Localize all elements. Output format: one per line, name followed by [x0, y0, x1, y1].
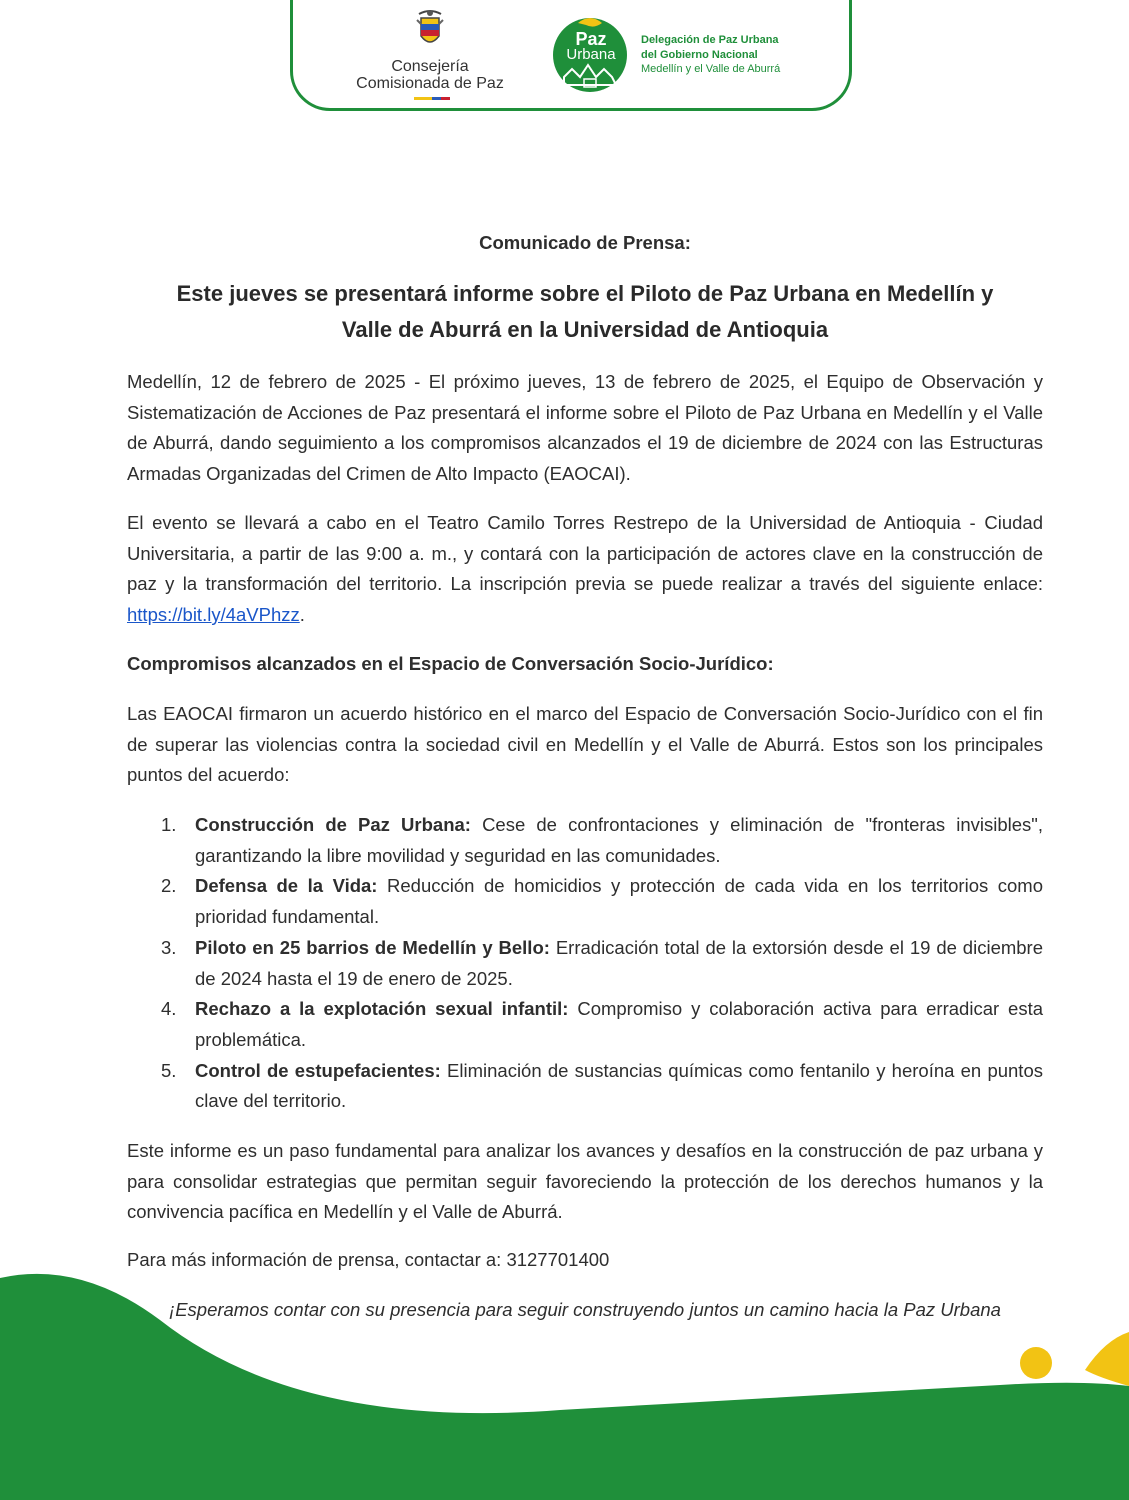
badge-line1: Paz — [575, 29, 607, 49]
delegacion-text — [641, 33, 831, 77]
paz-urbana-badge-text — [560, 31, 622, 63]
list-item-number: 2. — [161, 875, 177, 897]
paragraph-event — [127, 508, 1043, 631]
paragraph-event-text: El evento se llevará a cabo en el Teatro Camilo Torres Restrepo de la Universidad de Antioquia - Ciudad Universitaria, a partir de las 9:00 a. m., y contará con la participación de actores clave en la construcción de paz y la transformación del territorio. La inscripción previa se puede realizar a través del siguiente enlace: — [127, 512, 1043, 595]
contact-line: Para más información de prensa, contactar a: 3127701400 — [127, 1249, 610, 1270]
list-item-number: 5. — [161, 1059, 177, 1081]
list-item-title: Control de estupefacientes: — [195, 1059, 441, 1081]
list-item-number: 4. — [161, 998, 177, 1020]
list-item — [127, 871, 1043, 932]
list-item — [127, 810, 1043, 871]
yellow-dot-icon — [1020, 1347, 1052, 1379]
list-item — [127, 1056, 1043, 1117]
paragraph-event-end: . — [299, 604, 305, 626]
closing-message: ¡Esperamos contar con su presencia para seguir construyendo juntos un camino hacia la Paz Urbana — [169, 1299, 1001, 1320]
list-item-text: Compromiso y colaboración activa para erradicar esta problemática. — [195, 998, 1043, 1050]
list-item-text: Cese de confrontaciones y eliminación de "fronteras invisibles", garantizando la libre movilidad y seguridad en las comunidades. — [195, 814, 1043, 866]
delegacion-line3: Medellín y el Valle de Aburrá — [641, 63, 781, 75]
list-item — [127, 994, 1043, 1055]
list-item-text: Erradicación total de la extorsión desde el 19 de diciembre de 2024 hasta el 19 de enero de 2025. — [195, 936, 1044, 989]
list-item-text: Reducción de homicidios y protección de cada vida en los territorios como prioridad fundamental. — [195, 875, 1044, 928]
list-item-title: Defensa de la Vida: — [195, 875, 378, 897]
flag-bar — [414, 97, 450, 100]
list-item-title: Rechazo a la explotación sexual infantil: — [195, 998, 569, 1020]
list-item-title: Construcción de Paz Urbana: — [195, 814, 471, 835]
headline — [127, 276, 1043, 348]
list-item-number: 3. — [161, 936, 177, 958]
consejeria-line2: Comisionada de Paz — [356, 75, 504, 92]
delegacion-line1: Delegación de Paz Urbana — [641, 34, 779, 46]
commitments-list — [127, 810, 1043, 1117]
delegacion-line2: del Gobierno Nacional — [641, 48, 758, 61]
paragraph-conclusion: Este informe es un paso fundamental para analizar los avances y desafíos en la construcción de paz urbana y para consolidar estrategias que permitan seguir favoreciendo la protección de los derechos humanos y la convivencia pacífica en Medellín y el Valle de Aburrá. — [127, 1140, 1043, 1223]
kicker: Comunicado de Prensa: — [479, 232, 691, 253]
headline-line2: Valle de Aburrá en la Universidad de Antioquia — [341, 317, 829, 342]
consejeria-line1: Consejería — [391, 58, 469, 75]
list-item-title: Piloto en 25 barrios de Medellín y Bello: — [195, 936, 550, 958]
list-item-number: 1. — [161, 814, 177, 835]
registration-link[interactable]: https://bit.ly/4aVPhzz — [127, 604, 300, 626]
consejeria-text — [345, 58, 515, 92]
paragraph-intro: Medellín, 12 de febrero de 2025 - El próximo jueves, 13 de febrero de 2025, el Equipo de Observación y Sistematización de Acciones de Paz presentará el informe sobre el Piloto de Paz Urbana en Medellín y el Valle de Aburrá, dando seguimiento a los compromisos alcanzados el 19 de diciembre de 2024 con las Estructuras Armadas Organizadas del Crimen de Alto Impacto (EAOCAI). — [127, 371, 1043, 485]
coat-of-arms-icon — [415, 8, 445, 52]
paragraph-agreement: Las EAOCAI firmaron un acuerdo histórico en el marco del Espacio de Conversación Socio-Jurídico con el fin de superar las violencias contra la sociedad civil en Medellín y el Valle de Aburrá. Estos son los principales puntos del acuerdo: — [127, 703, 1043, 786]
section-title: Compromisos alcanzados en el Espacio de Conversación Socio-Jurídico: — [127, 653, 774, 674]
badge-line2: Urbana — [566, 46, 616, 63]
consejeria-logo — [345, 8, 515, 98]
list-item — [127, 933, 1043, 994]
list-item-text: Eliminación de sustancias químicas como fentanilo y heroína en puntos clave del territorio. — [195, 1059, 1043, 1112]
headline-line1: Este jueves se presentará informe sobre el Piloto de Paz Urbana en Medellín y — [176, 281, 994, 306]
paz-urbana-logo — [550, 15, 830, 95]
